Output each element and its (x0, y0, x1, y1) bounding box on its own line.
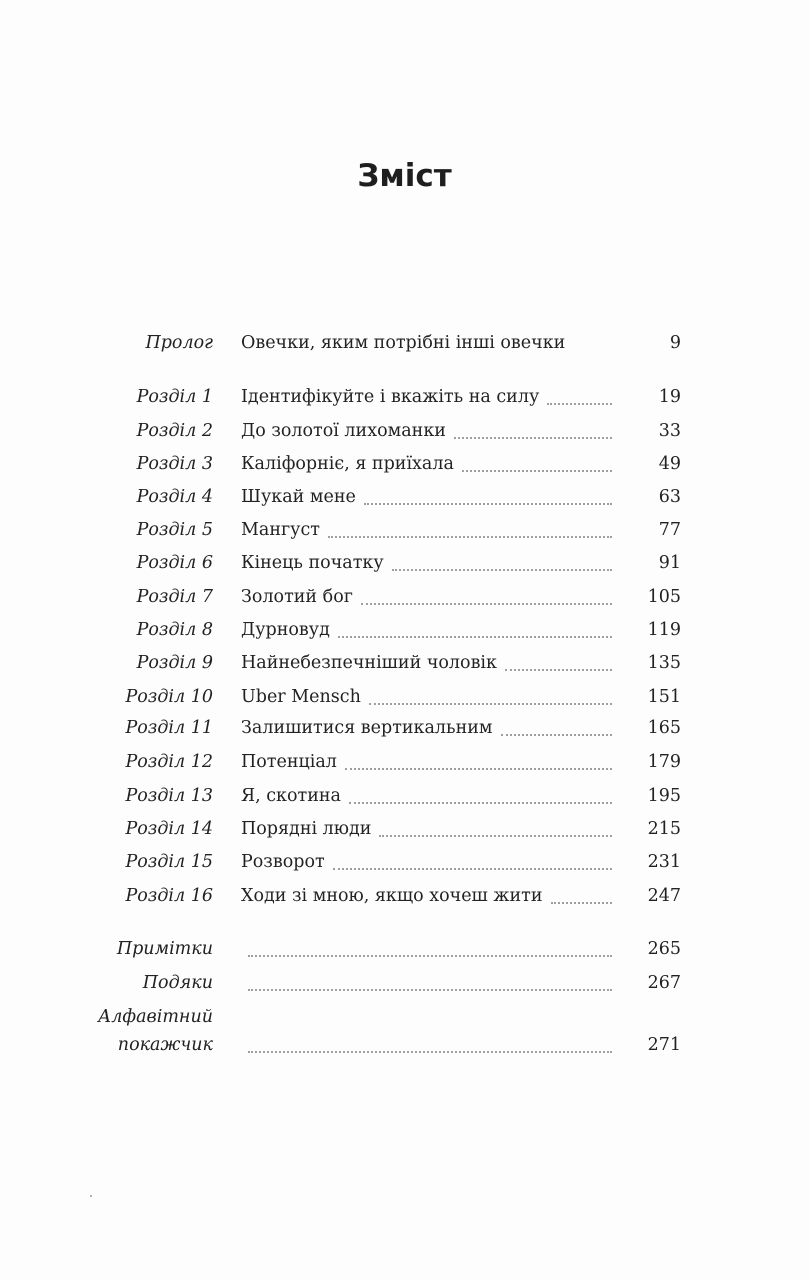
entry-page: 9 (669, 333, 681, 353)
entry-title-wrap (241, 382, 612, 412)
entry-page: 91 (658, 553, 681, 573)
toc-entry-chapter[interactable] (0, 582, 809, 612)
entry-title: Розворот (241, 852, 325, 872)
entry-page: 135 (647, 653, 681, 673)
dot-leader (328, 536, 612, 538)
entry-page: 119 (647, 620, 681, 640)
entry-label: Розділ 15 (125, 852, 213, 872)
dot-leader (392, 569, 612, 571)
entry-label: покажчик (117, 1035, 213, 1055)
entry-label: Розділ 7 (136, 587, 213, 607)
toc-entry-chapter[interactable] (0, 482, 809, 512)
toc-entry-prologue[interactable] (0, 328, 809, 358)
entry-label: Розділ 6 (136, 553, 213, 573)
toc-entry-chapter[interactable] (0, 382, 809, 412)
entry-page: 231 (647, 852, 681, 872)
entry-label: Розділ 14 (125, 819, 213, 839)
entry-label: Розділ 10 (125, 687, 213, 707)
entry-label: Розділ 13 (125, 786, 213, 806)
dot-leader (501, 734, 612, 736)
entry-page: 49 (658, 454, 681, 474)
entry-label: Розділ 8 (136, 620, 213, 640)
entry-title: До золотої лихоманки (241, 421, 446, 441)
entry-title-wrap (241, 548, 612, 578)
entry-title-wrap (241, 482, 612, 512)
toc-entry-chapter[interactable] (0, 416, 809, 446)
toc-entry-chapter[interactable] (0, 713, 809, 743)
dot-leader (345, 768, 612, 770)
entry-page: 179 (647, 752, 681, 772)
entry-title: Каліфорніє, я приїхала (241, 454, 454, 474)
dot-leader (248, 989, 612, 991)
entry-title-wrap (248, 1030, 612, 1053)
dot-leader (379, 835, 612, 837)
entry-title: Я, скотина (241, 786, 341, 806)
dot-leader (361, 603, 612, 605)
entry-label: Розділ 11 (125, 718, 213, 738)
entry-title: Ходи зі мною, якщо хочеш жити (241, 886, 543, 906)
entry-title: Шукай мене (241, 487, 356, 507)
dot-leader (349, 802, 612, 804)
toc-entry-chapter[interactable] (0, 881, 809, 911)
entry-label: Примітки (116, 939, 213, 959)
entry-label: Розділ 5 (136, 520, 213, 540)
toc-entry-chapter[interactable] (0, 814, 809, 844)
entry-label: Розділ 4 (136, 487, 213, 507)
entry-title: Uber Mensch (241, 687, 361, 707)
entry-page: 19 (658, 387, 681, 407)
toc-entry-chapter[interactable] (0, 648, 809, 678)
entry-label: Розділ 16 (125, 886, 213, 906)
entry-title: Дурновуд (241, 620, 330, 640)
toc-entry-chapter[interactable] (0, 781, 809, 811)
entry-page: 271 (647, 1035, 681, 1055)
entry-label: Розділ 2 (136, 421, 213, 441)
toc-entry-chapter[interactable] (0, 682, 809, 712)
entry-title: Порядні люди (241, 819, 372, 839)
entry-title: Овечки, яким потрібні інші овечки (241, 333, 566, 353)
dot-leader (364, 503, 612, 505)
toc-entry-back-matter[interactable] (0, 934, 809, 964)
dot-leader (369, 703, 612, 705)
dot-leader (547, 403, 612, 405)
entry-title-wrap (241, 416, 612, 446)
dot-leader (462, 470, 612, 472)
entry-title-wrap (241, 847, 612, 877)
toc-entry-chapter[interactable] (0, 847, 809, 877)
toc-entry-chapter[interactable] (0, 515, 809, 545)
entry-title-wrap (241, 582, 612, 612)
entry-title: Потенціал (241, 752, 337, 772)
entry-page: 215 (647, 819, 681, 839)
entry-page: 105 (647, 587, 681, 607)
entry-title-wrap (241, 615, 612, 645)
entry-title-wrap (241, 648, 612, 678)
entry-title-wrap (248, 968, 612, 991)
entry-title: Кінець початку (241, 553, 384, 573)
entry-title-wrap (241, 682, 612, 712)
dot-leader (248, 1051, 612, 1053)
entry-label: Пролог (145, 333, 213, 353)
entry-title-wrap (241, 515, 612, 545)
entry-title-wrap (241, 881, 612, 911)
entry-title: Ідентифікуйте і вкажіть на силу (241, 387, 540, 407)
entry-label: Подяки (142, 973, 213, 993)
toc-entry-back-matter[interactable] (0, 1007, 809, 1060)
toc-entry-chapter[interactable] (0, 747, 809, 777)
dot-leader (454, 437, 612, 439)
entry-label: Розділ 1 (136, 387, 213, 407)
entry-page: 165 (647, 718, 681, 738)
entry-page: 265 (647, 939, 681, 959)
entry-label: Розділ 3 (136, 454, 213, 474)
entry-page: 63 (658, 487, 681, 507)
entry-page: 33 (658, 421, 681, 441)
entry-page: 151 (647, 687, 681, 707)
dot-leader (248, 955, 612, 957)
entry-label: Розділ 9 (136, 653, 213, 673)
entry-label: Розділ 12 (125, 752, 213, 772)
entry-title-wrap (241, 747, 612, 777)
entry-page: 247 (647, 886, 681, 906)
entry-title-wrap (241, 713, 612, 743)
entry-title: Золотий бог (241, 587, 353, 607)
toc-entry-chapter[interactable] (0, 449, 809, 479)
dot-leader (333, 868, 612, 870)
entry-page: 195 (647, 786, 681, 806)
toc-entry-back-matter[interactable] (0, 968, 809, 998)
speck (90, 1195, 92, 1197)
entry-title-wrap (241, 814, 612, 844)
entry-title-wrap (241, 449, 612, 479)
entry-title: Залишитися вертикальним (241, 718, 493, 738)
entry-title-wrap (241, 781, 612, 811)
entry-title: Мангуст (241, 520, 320, 540)
toc-entry-chapter[interactable] (0, 615, 809, 645)
dot-leader (551, 902, 613, 904)
dot-leader (338, 636, 612, 638)
dot-leader (505, 669, 612, 671)
page-title: Зміст (357, 158, 452, 194)
entry-title: Найнебезпечніший чоловік (241, 653, 497, 673)
entry-title-wrap (248, 934, 612, 957)
toc-entry-chapter[interactable] (0, 548, 809, 578)
entry-page: 77 (658, 520, 681, 540)
entry-page: 267 (647, 973, 681, 993)
entry-label-line1: Алфавітний (98, 1007, 213, 1027)
